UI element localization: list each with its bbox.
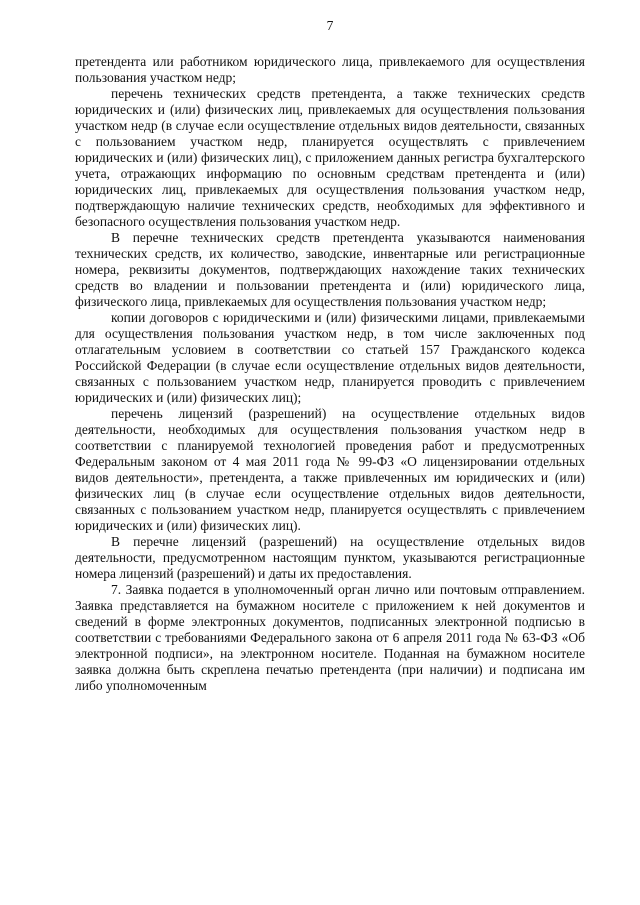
paragraph-technical-means-details: В перечне технических средств претендента указываются наименования технических средств, их количество, заводские, инвентарные или регистрационные номера, реквизиты документов, подтверждающих нахождение таких технических средств во владении и пользовании претендента и (или) юридического лица, физического лица, привлекаемых для осуществления пользования участком недр; xyxy=(75,230,585,309)
page-number: 7 xyxy=(326,18,334,33)
document-body xyxy=(75,54,585,694)
paragraph-licenses-list: перечень лицензий (разрешений) на осуществление отдельных видов деятельности, необходимых для осуществления пользования участком недр в соответствии с планируемой технологией проведения работ и предусмотренных Федеральным законом от 4 мая 2011 года № 99-ФЗ «О лицензировании отдельных видов деятельности», претендента, а также привлеченных им юридических и (или) физических лиц (в случае если осуществление отдельных видов деятельности, связанных с пользованием участком недр, планируется осуществлять с привлечением юридических и (или) физических лиц). xyxy=(75,406,585,533)
paragraph-continuation: претендента или работником юридического лица, привлекаемого для осуществления пользования участком недр; xyxy=(75,54,585,85)
paragraph-application-submission: 7. Заявка подается в уполномоченный орган лично или почтовым отправлением. Заявка представляется на бумажном носителе с приложением к ней документов и сведений в форме электронных документов, подписанных электронной подписью в соответствии с требованиями Федерального закона от 6 апреля 2011 года № 63-ФЗ «Об электронной подписи», на электронном носителе. Поданная на бумажном носителе заявка должна быть скреплена печатью претендента (при наличии) и подписана им либо уполномоченным xyxy=(75,582,585,693)
paragraph-licenses-details: В перечне лицензий (разрешений) на осуществление отдельных видов деятельности, предусмотренном настоящим пунктом, указываются регистрационные номера лицензий (разрешений) и даты их предоставления. xyxy=(75,534,585,581)
paragraph-technical-means-list: перечень технических средств претендента, а также технических средств юридических и (или) физических лиц, привлекаемых для осуществления пользования участком недр (в случае если осуществление отдельных видов деятельности, связанных с пользованием участком недр, планируется осуществлять с привлечением юридических и (или) физических лиц), с приложением данных регистра бухгалтерского учета, отражающих информацию по основным средствам претендента и (или) юридических лиц, привлекаемых для осуществления пользования участком недр, подтверждающую наличие технических средств, необходимых для эффективного и безопасного осуществления пользования участком недр. xyxy=(75,86,585,229)
paragraph-contract-copies: копии договоров с юридическими и (или) физическими лицами, привлекаемыми для осуществления пользования участком недр, в том числе заключенных под отлагательным условием в соответствии со статьей 157 Гражданского кодекса Российской Федерации (в случае если осуществление отдельных видов деятельности, связанных с пользованием участком недр, планируется проводить с привлечением юридических и (или) физических лиц); xyxy=(75,310,585,405)
